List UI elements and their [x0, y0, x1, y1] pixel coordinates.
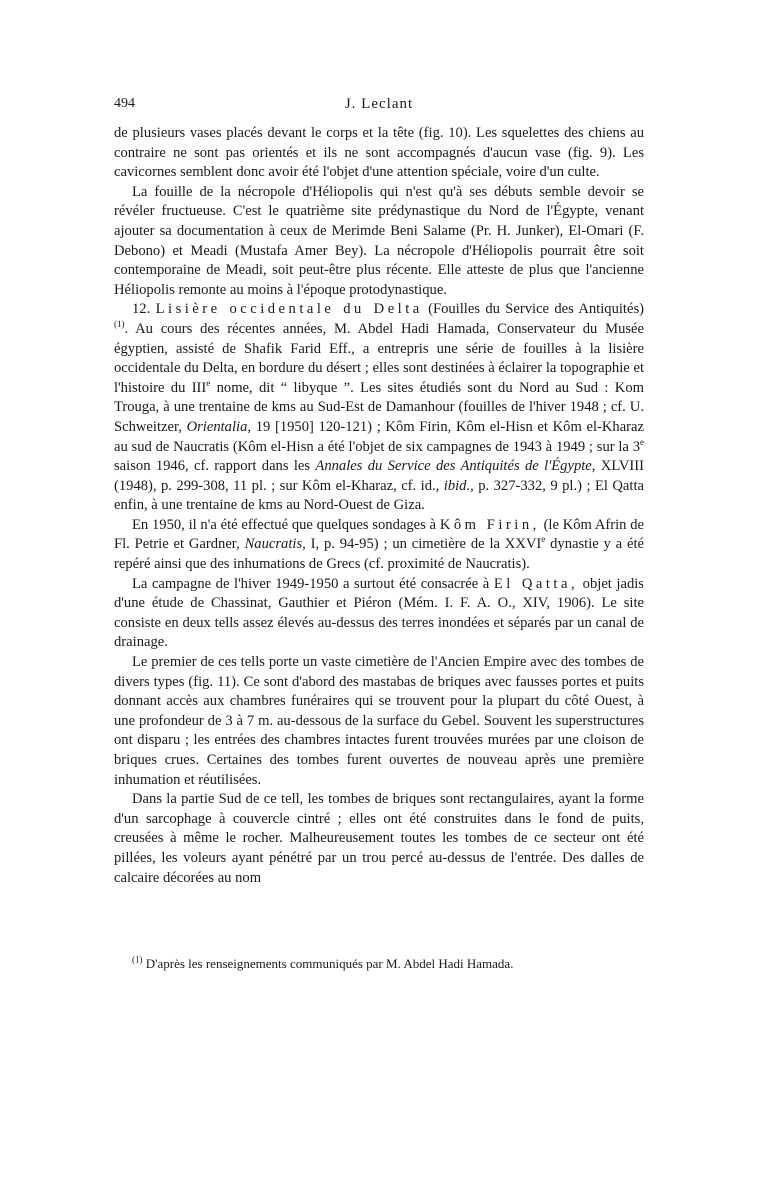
running-head: J. Leclant [344, 96, 414, 112]
footnote-marker: (1) [132, 954, 143, 965]
page-number: 494 [114, 96, 135, 111]
journal-title: Orientalia, [186, 418, 252, 435]
paragraph-heliopolis: La fouille de la nécropole d'Héliopolis qui n'est qu'à ses débuts semble devoir se révéler fructueuse. C'est le quatrième site prédynastique du Nord de l'Égypte, venant ajouter sa documentation à ceux de Merimde Beni Salame (Pr. H. Junker), El-Omari (F. Debono) et Meadi (Mustafa Amer Bey). La nécropole d'Héliopolis pourrait être soit contemporaine de Meadi, soit peut-être plus récente. Elle atteste de plus que l'ancienne Héliopolis remonte au moins à l'époque protodynastique. [114, 183, 644, 298]
paragraph-south-tombs: Dans la partie Sud de ce tell, les tombes de briques sont rectangulaires, ayant la forme d'un sarcophage à couvercle cintré ; elles ont été construites dans le fond de puits, creusées à même le rocher. Malheureusement toutes les tombes de ce secteur ont été pillées, les voleurs ayant pénétré par un trou percé au-dessus de l'entrée. Des dalles de calcaire décorées au nom [114, 791, 644, 886]
journal-title-annales: Annales du Service des Antiquités de l'Égypte, [315, 458, 596, 475]
footnote-ref: (1) [114, 319, 125, 330]
section-number: 12. [132, 301, 151, 318]
book-title: Naucratis, [244, 536, 306, 553]
footnote [114, 955, 644, 973]
site-name-qatta: El Qatta, [493, 575, 579, 592]
paragraph-section-12: 12. Lisière occidentale du Delta (Fouilles du Service des Antiquités) $^{(1)}$. Au cours des récentes années, M. Abdel Hadi Hamada, Conservateur du Musée égyptien, assisté de Shafik Farid Eff., a entrepris une série de fouilles à la lisière occidentale du Delta, en bordure du désert ; elles sont destinées à éclairer la topographie et l'histoire du IIIe nome, dit “ libyque ”. Les sites étudiés sont du Nord au Sud : Kom Trouga, à une trentaine de kms au Sud-Est de Damanhour (fouilles de l'hiver 1948 ; cf. U. Schweitzer, Orientalia, 19 [1950] 120-121) ; Kôm Firin, Kôm el-Hisn et Kôm el-Kharaz au sud de Naucratis (Kôm el-Hisn a été l'objet de six campagnes de 1943 à 1949 ; sur la 3e saison 1946, cf. rapport dans les Annales du Service des Antiquités de l'Égypte, XLVIII (1948), p. 299-308, 11 pl. ; sur Kôm el-Kharaz, cf. id., ibid., p. 327-332, 9 pl.) ; El Qatta enfin, à une trentaine de kms au Nord-Ouest de Giza. [114, 301, 645, 514]
body-text [114, 124, 644, 888]
paragraph-continuation: de plusieurs vases placés devant le corps et la tête (fig. 10). Les squelettes des chiens au contraire ne sont pas orientés et ils ne sont accompagnés d'aucun vase (fig. 9). Les cavicornes semblent donc avoir été l'objet d'une attention spéciale, voire d'un culte. [114, 125, 644, 181]
section-title: Lisière occidentale du Delta [155, 301, 423, 318]
site-name: Kôm Firin, [439, 516, 540, 533]
footnote-text: D'après les renseignements communiqués par M. Abdel Hadi Hamada. [145, 956, 514, 971]
paragraph-el-qatta: La campagne de l'hiver 1949-1950 a surtout été consacrée à El Qatta, objet jadis d'une étude de Chassinat, Gauthier et Piéron (Mém. I. F. A. O., XIV, 1906). Le site consiste en deux tells assez élevés au-dessus des terres inondées et séparés par un canal de drainage. [114, 575, 644, 651]
page-header [114, 96, 644, 116]
paragraph-kom-firin: En 1950, il n'a été effectué que quelques sondages à Kôm Firin, (le Kôm Afrin de Fl. Petrie et Gardner, Naucratis, I, p. 94-95) ; un cimetière de la XXVIe dynastie y a été repéré ainsi que des inhumations de Grecs (cf. proximité de Naucratis). [114, 516, 644, 573]
paragraph-cemetery: Le premier de ces tells porte un vaste cimetière de l'Ancien Empire avec des tombes de divers types (fig. 11). Ce sont d'abord des mastabas de briques avec fausses portes et puits donnant accès aux chambres funéraires qui se trouvent pour la plupart du côté Ouest, à une profondeur de 3 à 7 m. au-dessous de la surface du Gebel. Souvent les superstructures ont disparu ; les entrées des chambres intactes furent trouvées murées par une cloison de briques crues. Certaines des tombes furent ouvertes de nouveau après une première inhumation et réutilisées. [114, 654, 644, 788]
